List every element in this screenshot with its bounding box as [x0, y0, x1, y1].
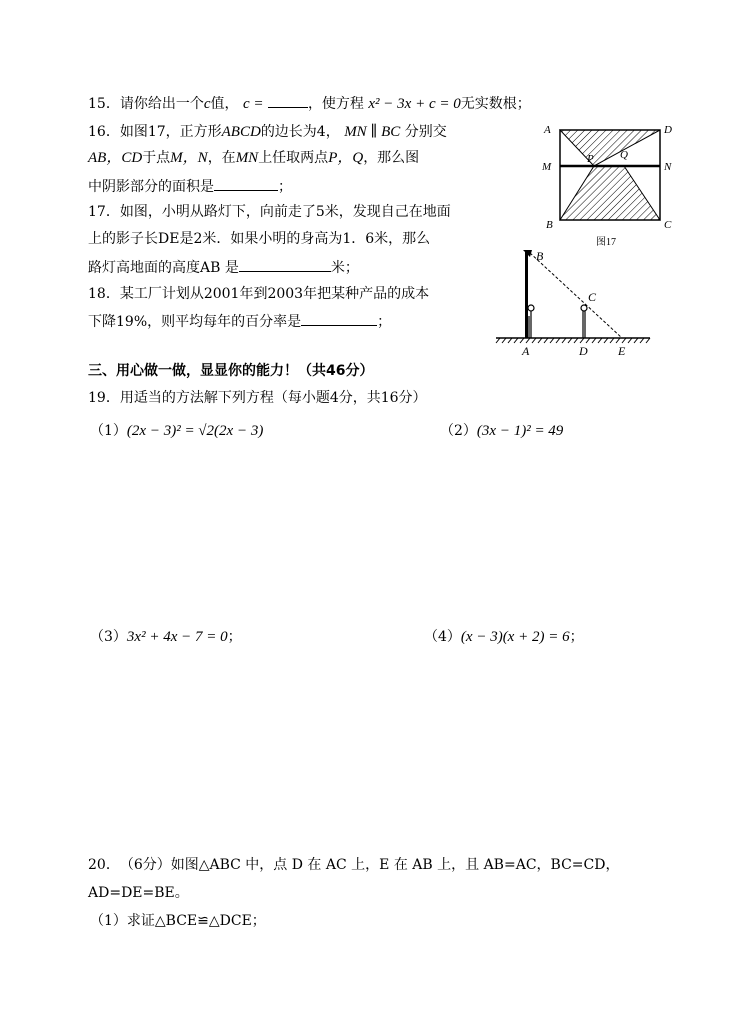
- fig17-label-c: C: [664, 219, 672, 231]
- question-18-line-1: [88, 285, 429, 303]
- lamp-pole: [525, 252, 528, 338]
- q16-line1c: 分别交: [404, 124, 447, 140]
- q19-p4-equation: (x − 3)(x + 2) = 6: [460, 629, 570, 645]
- q18-line2-suffix: ；: [377, 314, 392, 330]
- q17-line2: 上的影子长DE是2米．如果小明的身高为1．6米，那么: [88, 231, 431, 247]
- q19-p3-equation: 3x² + 4x − 7 = 0: [126, 629, 228, 645]
- person-xiaoming-icon: [581, 305, 587, 338]
- question-16-line-3: [88, 177, 292, 196]
- question-16-line-2: [88, 149, 419, 167]
- section-3-title: 三、用心做一做，显显你的能力！（共46分）: [88, 363, 374, 379]
- q18-line1: 18．某工厂计划从2001年到2003年把某种产品的成本: [88, 286, 430, 302]
- q19-p4-end: ；: [569, 629, 584, 645]
- q16-line1b: 的边长为4，: [260, 124, 340, 140]
- q16-line2d: ，在: [207, 150, 236, 166]
- question-15: [88, 94, 531, 113]
- light-ray-be: [530, 253, 622, 338]
- q19-p3-end: ；: [227, 629, 242, 645]
- person-near-pole-icon: [528, 305, 534, 338]
- q15-value-text: 值，: [210, 96, 239, 112]
- q16-line2c: M，N: [170, 150, 208, 166]
- question-17-line-1: [88, 203, 451, 221]
- q15-comma: ，使方程: [307, 96, 364, 112]
- q17-line3-suffix: 米；: [330, 260, 359, 276]
- q16-line2f: 上任取两点: [258, 150, 329, 166]
- fig17-label-a: A: [544, 124, 551, 136]
- shaded-region-upper: [560, 130, 660, 166]
- q19-p1-label: （1）: [90, 423, 127, 439]
- q16-line3-end: ；: [278, 179, 292, 195]
- question-17-line-3: [88, 258, 359, 277]
- fig17-label-p: P: [587, 153, 594, 165]
- q18-answer-blank[interactable]: [301, 312, 377, 326]
- fig17-label-m: M: [542, 161, 552, 173]
- question-20-line-2: AD=DE=BE。: [88, 885, 189, 901]
- question-20-part-1: （1）求证△BCE≌△DCE；: [90, 913, 266, 929]
- q15-suffix: 无实数根；: [460, 96, 531, 112]
- question-20-line-1: 20． （6分）如图△ABC 中，点 D 在 AC 上，E 在 AB 上，且 AB=AC，BC=CD，: [88, 857, 620, 873]
- fig17-label-b: B: [546, 219, 553, 231]
- fig17-caption: 图17: [596, 237, 616, 248]
- q18-line2-prefix: 下降19%，则平均每年的百分率是: [88, 314, 302, 330]
- q16-line2b: 于点: [142, 150, 171, 166]
- figure-lamp: [494, 244, 654, 359]
- q19-problem-2: [440, 422, 563, 440]
- q19-problem-4: [424, 628, 584, 646]
- q19-p2-label: （2）: [440, 423, 477, 439]
- question-17-line-2: [88, 230, 430, 248]
- q16-line1: 16．如图17，正方形: [88, 124, 222, 140]
- q15-equation: x² − 3x + c = 0: [368, 96, 461, 112]
- q16-line2g: P，Q: [328, 150, 364, 166]
- shaded-region-lower: [560, 166, 660, 220]
- lamp-label-a: A: [522, 344, 530, 358]
- question-19-title: 19．用适当的方法解下列方程（每小题4分，共16分）: [88, 390, 427, 406]
- q15-answer-blank[interactable]: [268, 94, 308, 108]
- q16-line2a: AB，CD: [88, 150, 143, 166]
- q15-c-var: c: [203, 96, 211, 112]
- q19-p4-label: （4）: [424, 629, 461, 645]
- q19-p1-equation: (2x − 3)² = √2(2x − 3): [126, 423, 264, 439]
- q17-line3-prefix: 路灯高地面的高度AB 是: [88, 260, 239, 276]
- q16-line2e: MN: [235, 150, 259, 166]
- lamp-label-e: E: [618, 344, 626, 358]
- q19-problem-3: [90, 628, 242, 646]
- q17-line1: 17．如图，小明从路灯下，向前走了5米，发现自己在地面: [88, 204, 451, 220]
- q16-parallel: MN ∥ BC: [344, 124, 401, 140]
- q15-c-eq: c =: [242, 96, 264, 112]
- q19-p2-equation: (3x − 1)² = 49: [476, 423, 564, 439]
- question-16-line-1: [88, 123, 447, 141]
- lamp-label-d: D: [579, 344, 588, 358]
- q15-prefix: 15．请你给出一个: [88, 96, 204, 112]
- q16-line3: 中阴影部分的面积是: [88, 179, 214, 195]
- q16-line2h: ，那么图: [363, 150, 420, 166]
- fig17-label-q: Q: [620, 149, 628, 161]
- question-18-line-2: [88, 312, 391, 331]
- q16-square: ABCD: [221, 124, 261, 140]
- lamp-label-c: C: [588, 290, 597, 304]
- lamp-label-b: B: [536, 249, 544, 263]
- fig17-label-n: N: [664, 161, 672, 173]
- q19-p3-label: （3）: [90, 629, 127, 645]
- fig17-label-d: D: [664, 124, 672, 136]
- q16-answer-blank[interactable]: [214, 177, 278, 191]
- q17-answer-blank[interactable]: [239, 258, 331, 272]
- figure-17: [538, 120, 678, 250]
- q19-problem-1: [90, 422, 263, 440]
